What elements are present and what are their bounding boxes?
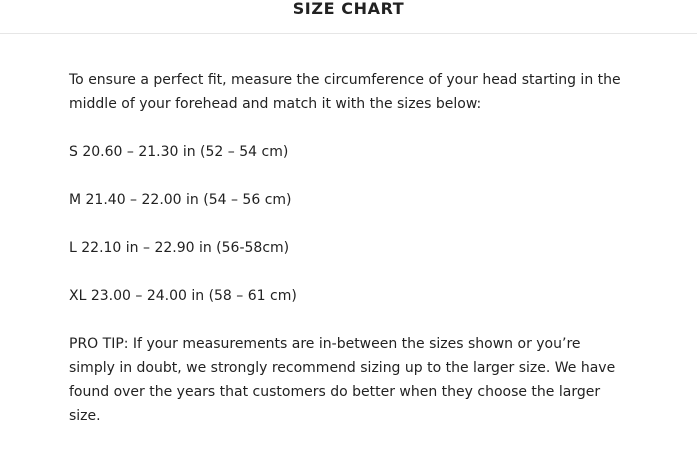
size-row-xl: XL 23.00 – 24.00 in (58 – 61 cm) <box>69 288 297 304</box>
size-chart-content <box>69 68 629 452</box>
modal-header <box>0 0 697 34</box>
size-row-s: S 20.60 – 21.30 in (52 – 54 cm) <box>69 144 289 160</box>
pro-tip-paragraph: PRO TIP: If your measurements are in-between the sizes shown or you’re simply in doubt, we strongly recommend sizing up to the larger size. We have found over the years that customers do better when they choose the larger size. <box>69 336 616 424</box>
intro-paragraph: To ensure a perfect fit, measure the circumference of your head starting in the middle of your forehead and match it with the sizes below: <box>69 72 621 112</box>
size-row-l: L 22.10 in – 22.90 in (56-58cm) <box>69 240 290 256</box>
page-title: SIZE CHART <box>292 0 405 18</box>
size-row-m: M 21.40 – 22.00 in (54 – 56 cm) <box>69 192 292 208</box>
